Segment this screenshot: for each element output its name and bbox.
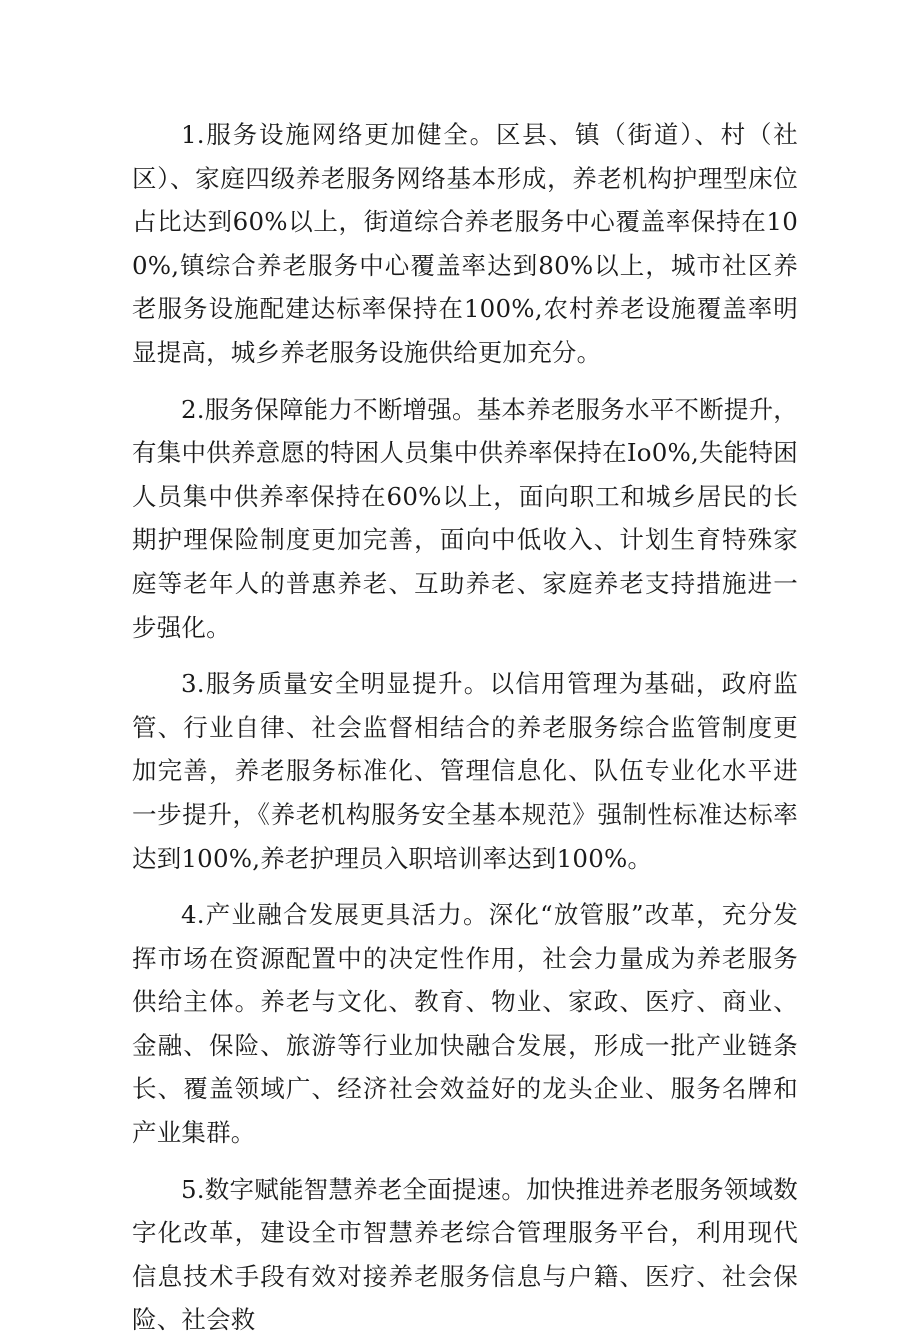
document-body [132,113,798,1342]
paragraph-industry-integration: 4.产业融合发展更具活力。深化“放管服”改革，充分发挥市场在资源配置中的决定性作用，社会力量成为养老服务供给主体。养老与文化、教育、物业、家政、医疗、商业、金融、保险、旅游等行业加快融合发展，形成一批产业链条长、覆盖领域广、经济社会效益好的龙头企业、服务名牌和产业集群。 [132,900,798,1148]
paragraph-smart-elderly-care: 5.数字赋能智慧养老全面提速。加快推进养老服务领域数字化改革，建设全市智慧养老综合管理服务平台，利用现代信息技术手段有效对接养老服务信息与户籍、医疗、社会保险、社会救 [132,1174,798,1335]
paragraph-facility-network: 1.服务设施网络更加健全。区县、镇（街道）、村（社区）、家庭四级养老服务网络基本形成，养老机构护理型床位占比达到60%以上，街道综合养老服务中心覆盖率保持在100%,镇综合养老服务中心覆盖率达到80%以上，城市社区养老服务设施配建达标率保持在100%,农村养老设施覆盖率明显提高，城乡养老服务设施供给更加充分。 [132,120,798,367]
paragraph-service-guarantee: 2.服务保障能力不断增强。基本养老服务水平不断提升，有集中供养意愿的特困人员集中供养率保持在Io0%,失能特困人员集中供养率保持在60%以上，面向职工和城乡居民的长期护理保险制度更加完善，面向中低收入、计划生育特殊家庭等老年人的普惠养老、互助养老、家庭养老支持措施进一步强化。 [132,394,798,642]
paragraph-quality-safety: 3.服务质量安全明显提升。以信用管理为基础，政府监管、行业自律、社会监督相结合的养老服务综合监管制度更加完善，养老服务标准化、管理信息化、队伍专业化水平进一步提升，《养老机构服务安全基本规范》强制性标准达标率达到100%,养老护理员入职培训率达到100%。 [132,669,798,873]
